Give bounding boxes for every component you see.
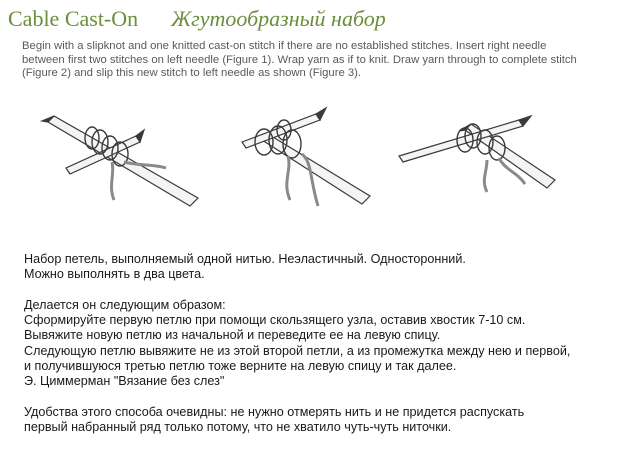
text-line: Можно выполнять в два цвета. <box>24 267 205 282</box>
header <box>8 3 633 33</box>
page-title-russian: Жгутообразный набор <box>171 6 386 31</box>
intro-instructions <box>22 40 622 81</box>
text-line: Вывяжите новую петлю из начальной и переведите ее на левую спицу. <box>24 328 441 343</box>
intro-line: (Figure 2) and slip this new stitch to left needle as shown (Figure 3). <box>22 67 362 79</box>
text-line: Удобства этого способа очевидны: не нужно отмерять нить и не придется распускать <box>24 404 525 419</box>
intro-line: between first two stitches on left needle (Figure 1). Wrap yarn as if to knit. Draw yarn through to complete stitch <box>22 53 577 66</box>
figure-1-illustration <box>40 100 210 210</box>
text-line: Сформируйте первую петлю при помощи скользящего узла, оставив хвостик 7-10 см. <box>24 313 526 328</box>
text-line: первый набранный ряд только потому, что не хватило чуть-чуть ниточки. <box>24 420 452 435</box>
russian-description <box>24 252 624 436</box>
figure-3-illustration <box>395 100 565 210</box>
figure-2-illustration <box>232 100 402 210</box>
text-line: Делается он следующим образом: <box>24 297 226 312</box>
intro-line: Begin with a slipknot and one knitted cast-on stitch if there are no established stitches. Insert right needle <box>22 40 547 52</box>
left-needle <box>48 116 198 206</box>
citation: Э. Циммерман "Вязание без слез" <box>24 374 225 389</box>
text-line: и получившуюся третью петлю тоже верните на левую спицу и так далее. <box>24 359 457 374</box>
text-line: Следующую петлю вывяжите не из этой второй петли, а из промежутка между нею и первой, <box>24 343 571 358</box>
page-title-english: Cable Cast-On <box>8 6 139 31</box>
text-line: Набор петель, выполняемый одной нитью. Неэластичный. Односторонний. <box>24 252 466 266</box>
